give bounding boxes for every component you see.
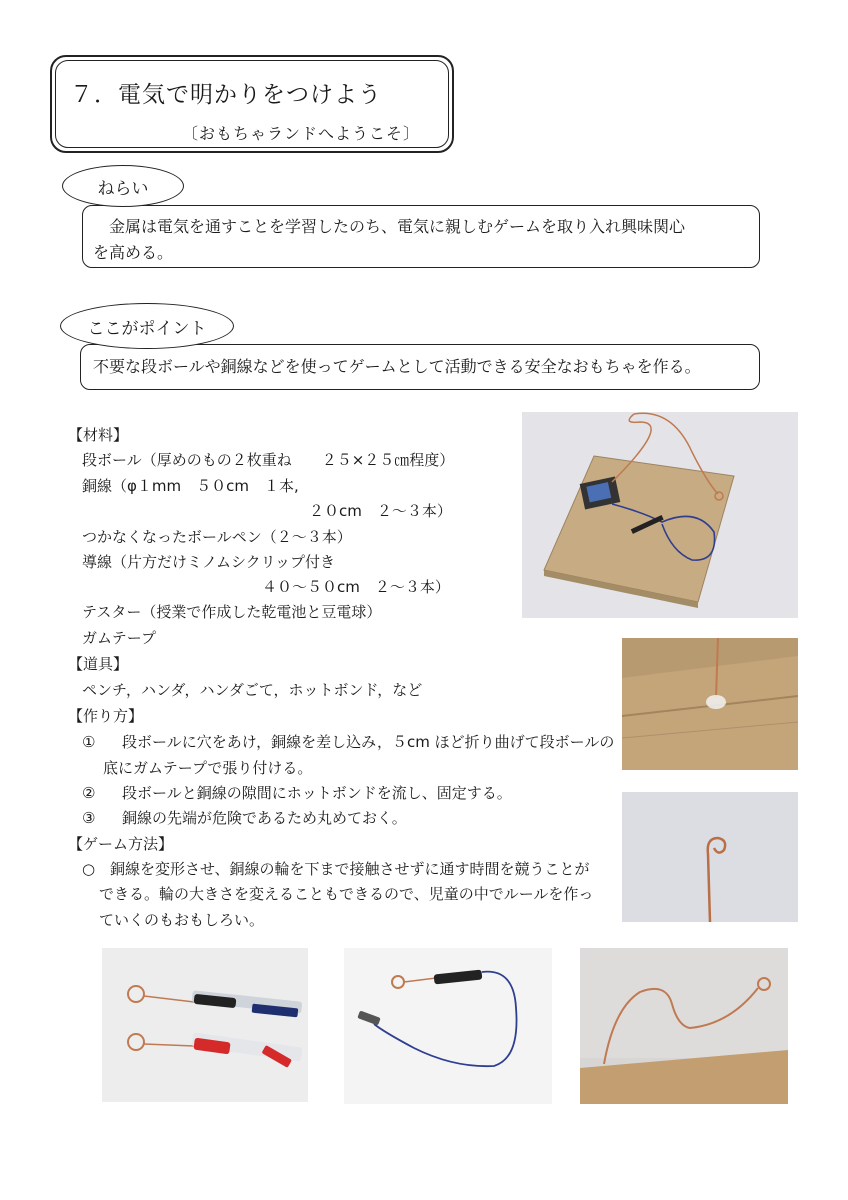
material-item: つかなくなったボールペン（２～３本）	[82, 528, 352, 546]
point-label: ここがポイント	[60, 303, 234, 349]
materials-heading: 【材料】	[68, 426, 129, 444]
tools-heading: 【道具】	[68, 655, 129, 673]
photo-finished-toy	[522, 412, 798, 618]
bullet-icon: ○	[82, 860, 96, 878]
material-item: ガムテープ	[82, 629, 156, 647]
material-item: ２０cm ２～３本）	[309, 502, 452, 520]
photo-pen-handles	[102, 948, 308, 1102]
aim-text-line1: 金属は電気を通すことを学習したのち、電気に親しむゲームを取り入れ興味関心	[93, 217, 686, 236]
game-text: ていくのもおもしろい。	[99, 911, 265, 929]
method-heading: 【作り方】	[68, 707, 144, 725]
game-text: できる。輪の大きさを変えることもできるので、児童の中でルールを作っ	[99, 885, 594, 903]
point-text: 不要な段ボールや銅線などを使ってゲームとして活動できる安全なおもちゃを作る。	[93, 357, 701, 376]
step-number: ②	[82, 784, 96, 802]
step-number: ①	[82, 733, 96, 751]
step-text: 底にガムテープで張り付ける。	[103, 759, 313, 777]
game-text: 銅線を変形させ、銅線の輪を下まで接触させずに通す時間を競うことが	[110, 860, 590, 878]
material-item: ４０～５０cm ２～３本）	[262, 578, 450, 596]
tools-text: ペンチ，ハンダ，ハンダごて，ホットボンド，など	[82, 681, 423, 699]
step-text: 銅線の先端が危険であるため丸めておく。	[122, 809, 407, 827]
step-text: 段ボールと銅線の隙間にホットボンドを流し、固定する。	[122, 784, 512, 802]
step-number: ③	[82, 809, 96, 827]
page-title: ７．電気で明かりをつけよう	[70, 82, 382, 108]
material-item: テスター（授業で作成した乾電池と豆電球）	[82, 603, 382, 621]
photo-bent-wire	[580, 948, 788, 1104]
aim-text-line2: を高める。	[93, 243, 174, 262]
photo-lead-wire	[344, 948, 552, 1104]
material-item: 段ボール（厚めのもの２枚重ね ２５×２５㎝程度）	[82, 451, 455, 469]
point-box	[80, 344, 760, 390]
page-subtitle: 〔おもちゃランドへようこそ〕	[182, 124, 421, 143]
aim-box	[82, 205, 760, 268]
aim-label: ねらい	[62, 165, 184, 207]
game-heading: 【ゲーム方法】	[68, 835, 174, 853]
photo-rounded-tip	[622, 792, 798, 922]
photo-glue-fixing	[622, 638, 798, 770]
step-text: 段ボールに穴をあけ，銅線を差し込み，５cm ほど折り曲げて段ボールの	[122, 733, 615, 751]
material-item: 銅線（φ１mm ５０cm １本,	[82, 477, 299, 495]
material-item: 導線（片方だけミノムシクリップ付き	[82, 553, 336, 571]
